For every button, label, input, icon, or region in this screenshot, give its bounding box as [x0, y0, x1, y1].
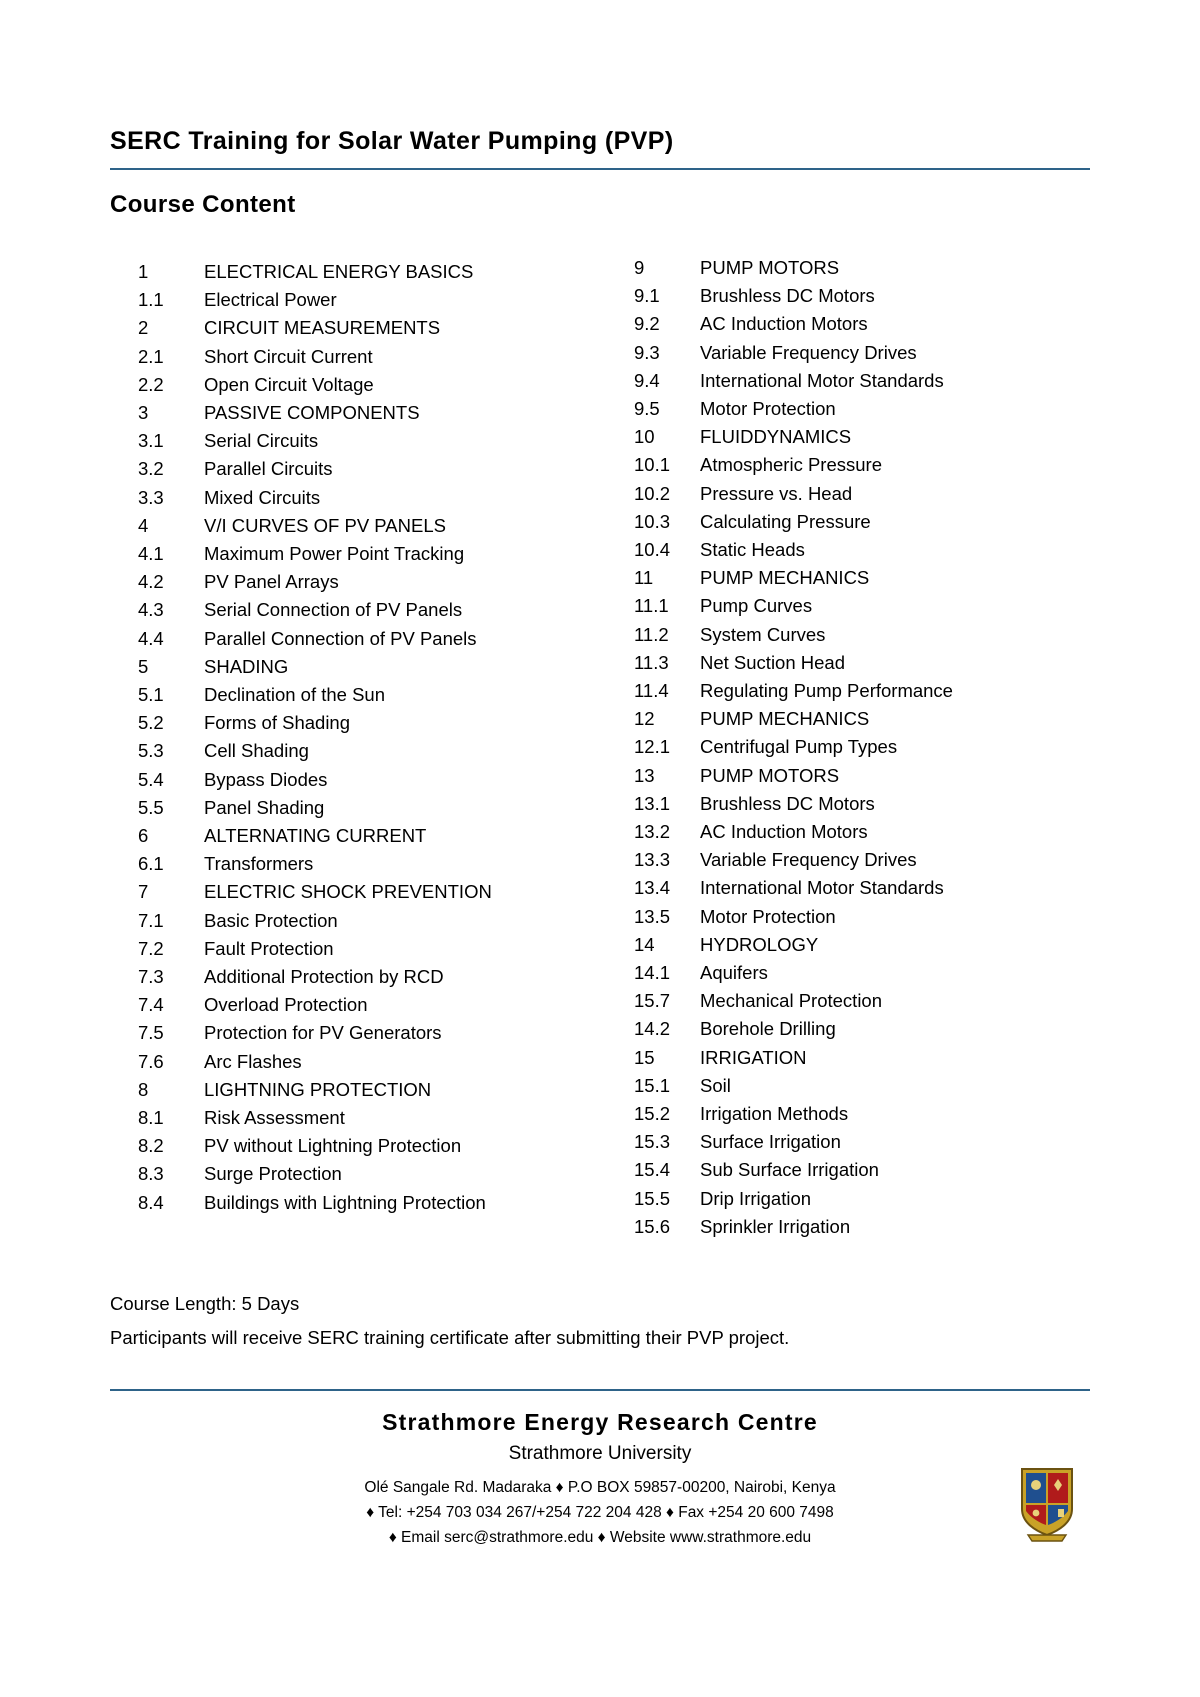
toc-column-right [608, 254, 1104, 1241]
toc-row-label: V/I CURVES OF PV PANELS [204, 514, 446, 536]
toc-row [138, 343, 608, 371]
toc-row-label: ELECTRIC SHOCK PREVENTION [204, 881, 492, 903]
toc-row-number: 5 [138, 655, 149, 677]
toc-row-number: 9.4 [634, 369, 660, 391]
toc-row-number: 6 [138, 824, 149, 846]
toc-row [138, 681, 608, 709]
toc-row [138, 371, 608, 399]
toc-row [634, 818, 1104, 846]
toc-row-number: 15.5 [634, 1187, 671, 1209]
toc-row-label: PV without Lightning Protection [204, 1135, 462, 1157]
toc-row-number: 3.3 [138, 486, 164, 508]
toc-row-number: 1 [138, 260, 149, 282]
toc-row-label: Parallel Connection of PV Panels [204, 627, 477, 649]
toc-row [138, 484, 608, 512]
toc-row [138, 766, 608, 794]
toc-row-number: 15.3 [634, 1131, 671, 1153]
toc-row-number: 4.3 [138, 599, 164, 621]
toc-row-label: Additional Protection by RCD [204, 965, 444, 987]
toc-row-label: Static Heads [700, 538, 805, 560]
toc-row-label: Soil [700, 1074, 731, 1096]
toc-row [634, 254, 1104, 282]
toc-row-label: International Motor Standards [700, 369, 944, 391]
toc-row [634, 790, 1104, 818]
toc-row [634, 1128, 1104, 1156]
toc-row [634, 705, 1104, 733]
toc-row-label: PUMP MECHANICS [700, 567, 870, 589]
toc-row [634, 1044, 1104, 1072]
toc-row-label: Serial Connection of PV Panels [204, 599, 463, 621]
toc-row-number: 13.5 [634, 905, 671, 927]
toc-row-label: PUMP MOTORS [700, 256, 840, 278]
toc-row [138, 1160, 608, 1188]
toc-row-number: 8 [138, 1078, 149, 1100]
toc-row-number: 15.1 [634, 1074, 671, 1096]
toc-row [138, 1048, 608, 1076]
toc-row [634, 536, 1104, 564]
toc-row-label: AC Induction Motors [700, 820, 868, 842]
toc-row-number: 6.1 [138, 853, 164, 875]
toc-row-number: 15.2 [634, 1102, 671, 1124]
certificate-text: Participants will receive SERC training certificate after submitting their PVP project. [110, 1327, 790, 1348]
toc-row [634, 592, 1104, 620]
toc-row-label: PUMP MECHANICS [700, 708, 870, 730]
toc-row-label: Buildings with Lightning Protection [204, 1191, 486, 1213]
footer-address-line: Olé Sangale Rd. Madaraka ♦ P.O BOX 59857-00200, Nairobi, Kenya [364, 1478, 836, 1496]
toc-row-label: Mixed Circuits [204, 486, 321, 508]
toc-row-number: 14.1 [634, 961, 671, 983]
toc-row [138, 625, 608, 653]
toc-row-number: 8.1 [138, 1106, 164, 1128]
page-title: SERC Training for Solar Water Pumping (PVP) [110, 127, 674, 155]
toc-row-number: 2.1 [138, 345, 164, 367]
toc-row [634, 733, 1104, 761]
toc-row [138, 963, 608, 991]
toc-row-label: Motor Protection [700, 905, 836, 927]
toc-row-number: 4.4 [138, 627, 164, 649]
toc-row [634, 1156, 1104, 1184]
toc-row-label: Surface Irrigation [700, 1131, 841, 1153]
toc-row [634, 1100, 1104, 1128]
toc-row-number: 14 [634, 933, 655, 955]
toc-row-label: SHADING [204, 655, 289, 677]
toc-row-label: Forms of Shading [204, 712, 351, 734]
toc-row [138, 935, 608, 963]
toc-row [138, 1019, 608, 1047]
toc-row-number: 10 [634, 426, 655, 448]
toc-row [138, 512, 608, 540]
toc-row-label: Protection for PV Generators [204, 1022, 442, 1044]
toc-row-label: ELECTRICAL ENERGY BASICS [204, 260, 474, 282]
toc-row-number: 10.4 [634, 538, 671, 560]
course-notes [110, 1287, 1090, 1355]
toc-row-number: 8.2 [138, 1135, 164, 1157]
toc-row [138, 258, 608, 286]
toc-row-label: Mechanical Protection [700, 990, 883, 1012]
toc-row-number: 13 [634, 764, 655, 786]
toc-row-label: Sprinkler Irrigation [700, 1215, 851, 1237]
toc-row-label: Calculating Pressure [700, 510, 871, 532]
toc-row-label: Centrifugal Pump Types [700, 736, 898, 758]
toc-row-number: 5.1 [138, 683, 164, 705]
toc-row-number: 4.1 [138, 542, 164, 564]
toc-row [634, 395, 1104, 423]
toc-row-number: 7.2 [138, 937, 164, 959]
footer-university: Strathmore University [508, 1443, 692, 1465]
toc-row [138, 1076, 608, 1104]
toc-row-label: Serial Circuits [204, 430, 319, 452]
toc-row-number: 15.6 [634, 1215, 671, 1237]
toc-row-number: 7.4 [138, 994, 164, 1016]
toc-row-number: 2 [138, 317, 149, 339]
toc-row-label: Atmospheric Pressure [700, 454, 882, 476]
toc-row-number: 2.2 [138, 373, 164, 395]
toc-row [138, 737, 608, 765]
toc-row [634, 480, 1104, 508]
toc-row [634, 959, 1104, 987]
toc-row [634, 931, 1104, 959]
toc-row-number: 9.5 [634, 397, 660, 419]
toc-row [634, 621, 1104, 649]
toc-row [634, 677, 1104, 705]
toc-row [634, 508, 1104, 536]
toc-row-label: LIGHTNING PROTECTION [204, 1078, 432, 1100]
toc-row-number: 9 [634, 256, 645, 278]
toc-row-number: 3.2 [138, 458, 164, 480]
toc-row [634, 1015, 1104, 1043]
toc-row-label: PV Panel Arrays [204, 571, 339, 593]
toc-row-label: FLUIDDYNAMICS [700, 426, 852, 448]
toc-row-number: 3.1 [138, 430, 164, 452]
toc-row-label: CIRCUIT MEASUREMENTS [204, 317, 441, 339]
toc-row-number: 7.6 [138, 1050, 164, 1072]
toc-row-number: 7 [138, 881, 149, 903]
toc-row-label: System Curves [700, 623, 826, 645]
toc-row-number: 10.2 [634, 482, 671, 504]
toc-row-number: 15.4 [634, 1159, 671, 1181]
toc-row-number: 7.3 [138, 965, 164, 987]
toc-row [634, 367, 1104, 395]
toc-row [634, 339, 1104, 367]
toc-row [138, 286, 608, 314]
toc-row [634, 282, 1104, 310]
toc-row-label: Parallel Circuits [204, 458, 333, 480]
toc-row [634, 451, 1104, 479]
footer-contact-block [110, 1469, 1090, 1550]
toc-row-label: AC Induction Motors [700, 313, 868, 335]
toc-row-label: Brushless DC Motors [700, 792, 875, 814]
toc-row-number: 4 [138, 514, 149, 536]
toc-row-label: Borehole Drilling [700, 1018, 836, 1040]
toc-row [138, 596, 608, 624]
toc-row-number: 14.2 [634, 1018, 671, 1040]
toc-row [138, 850, 608, 878]
toc-row [138, 314, 608, 342]
toc-row-number: 13.4 [634, 877, 671, 899]
toc-column-left [138, 258, 608, 1241]
toc-row [634, 649, 1104, 677]
page-footer [110, 1391, 1090, 1550]
toc-row [138, 653, 608, 681]
toc-row-number: 4.2 [138, 571, 164, 593]
toc-row-label: Sub Surface Irrigation [700, 1159, 879, 1181]
toc-row [138, 794, 608, 822]
toc-row-number: 3 [138, 401, 149, 423]
toc-row-number: 11.2 [634, 623, 669, 645]
toc-row-number: 10.1 [634, 454, 671, 476]
section-heading-course-content: Course Content [110, 190, 296, 218]
toc-row-label: Drip Irrigation [700, 1187, 812, 1209]
toc-row-number: 11.3 [634, 651, 669, 673]
toc-row-number: 9.3 [634, 341, 660, 363]
toc-row-label: Overload Protection [204, 994, 368, 1016]
toc-row-label: Panel Shading [204, 796, 325, 818]
toc-row-number: 11.1 [634, 595, 669, 617]
toc-row-label: Cell Shading [204, 740, 309, 762]
toc-row-label: Motor Protection [700, 397, 836, 419]
toc-row-label: Regulating Pump Performance [700, 679, 953, 701]
toc-row-number: 15.7 [634, 990, 671, 1012]
toc-row [634, 1072, 1104, 1100]
toc-row-label: Declination of the Sun [204, 683, 386, 705]
toc-row-label: Irrigation Methods [700, 1102, 849, 1124]
toc-row [634, 874, 1104, 902]
toc-row-number: 5.4 [138, 768, 164, 790]
toc-row-label: Aquifers [700, 961, 768, 983]
toc-row-number: 5.2 [138, 712, 164, 734]
toc-row-number: 11 [634, 567, 654, 589]
footer-web-line: ♦ Email serc@strathmore.edu ♦ Website www.strathmore.edu [388, 1528, 812, 1546]
toc-row-label: Open Circuit Voltage [204, 373, 374, 395]
toc-row [634, 564, 1104, 592]
toc-row [634, 1185, 1104, 1213]
toc-row [634, 846, 1104, 874]
toc-row-label: Net Suction Head [700, 651, 846, 673]
toc-row-label: Basic Protection [204, 909, 338, 931]
toc-row-label: IRRIGATION [700, 1046, 807, 1068]
toc-row-label: Electrical Power [204, 289, 337, 311]
course-length-text: Course Length: 5 Days [110, 1293, 300, 1314]
toc-row-number: 15 [634, 1046, 655, 1068]
toc-row-label: Fault Protection [204, 937, 334, 959]
toc-row-number: 12 [634, 708, 655, 730]
toc-row [634, 310, 1104, 338]
toc-row-number: 9.1 [634, 285, 660, 307]
toc-row-label: HYDROLOGY [700, 933, 819, 955]
toc-row [138, 540, 608, 568]
toc-row [138, 991, 608, 1019]
toc-row-number: 13.1 [634, 792, 671, 814]
toc-row-number: 13.2 [634, 820, 671, 842]
toc-row-label: PUMP MOTORS [700, 764, 840, 786]
toc-row-number: 11.4 [634, 679, 669, 701]
toc-row [138, 709, 608, 737]
toc-row-label: Variable Frequency Drives [700, 341, 917, 363]
toc-row-number: 9.2 [634, 313, 660, 335]
toc-row-label: Transformers [204, 853, 314, 875]
toc-row [138, 878, 608, 906]
toc-row-label: Surge Protection [204, 1163, 342, 1185]
toc-row [138, 822, 608, 850]
footer-phone-line: ♦ Tel: +254 703 034 267/+254 722 204 428 ♦ Fax +254 20 600 7498 [366, 1503, 834, 1521]
toc-row-label: PASSIVE COMPONENTS [204, 401, 420, 423]
toc-row-number: 8.4 [138, 1191, 164, 1213]
toc-row-number: 5.3 [138, 740, 164, 762]
toc-row [138, 568, 608, 596]
toc-row [138, 399, 608, 427]
toc-row-number: 7.1 [138, 909, 164, 931]
toc-row-number: 8.3 [138, 1163, 164, 1185]
toc-row-number: 10.3 [634, 510, 671, 532]
toc-row [138, 1189, 608, 1217]
toc-row [138, 1132, 608, 1160]
toc-row-label: Pump Curves [700, 595, 813, 617]
toc-row-number: 5.5 [138, 796, 164, 818]
toc-row-label: International Motor Standards [700, 877, 944, 899]
toc-row [138, 427, 608, 455]
toc-row [634, 423, 1104, 451]
toc-row [138, 1104, 608, 1132]
toc-row-number: 12.1 [634, 736, 671, 758]
toc-row-label: Brushless DC Motors [700, 285, 875, 307]
toc-row-label: ALTERNATING CURRENT [204, 824, 427, 846]
toc-row-label: Maximum Power Point Tracking [204, 542, 465, 564]
toc-row [634, 1213, 1104, 1241]
toc-row-label: Risk Assessment [204, 1106, 345, 1128]
toc-row-label: Variable Frequency Drives [700, 849, 917, 871]
strathmore-crest-icon [1018, 1465, 1076, 1543]
toc-row [138, 455, 608, 483]
toc-row-label: Arc Flashes [204, 1050, 302, 1072]
toc-row-label: Bypass Diodes [204, 768, 328, 790]
toc-row-number: 1.1 [138, 289, 164, 311]
course-content-outline [110, 258, 1090, 1241]
toc-row-label: Pressure vs. Head [700, 482, 853, 504]
toc-row [634, 987, 1104, 1015]
toc-row-number: 13.3 [634, 849, 671, 871]
toc-row [634, 762, 1104, 790]
toc-row [634, 903, 1104, 931]
footer-organisation: Strathmore Energy Research Centre [382, 1409, 818, 1435]
toc-row [138, 907, 608, 935]
toc-row-label: Short Circuit Current [204, 345, 373, 367]
toc-row-number: 7.5 [138, 1022, 164, 1044]
